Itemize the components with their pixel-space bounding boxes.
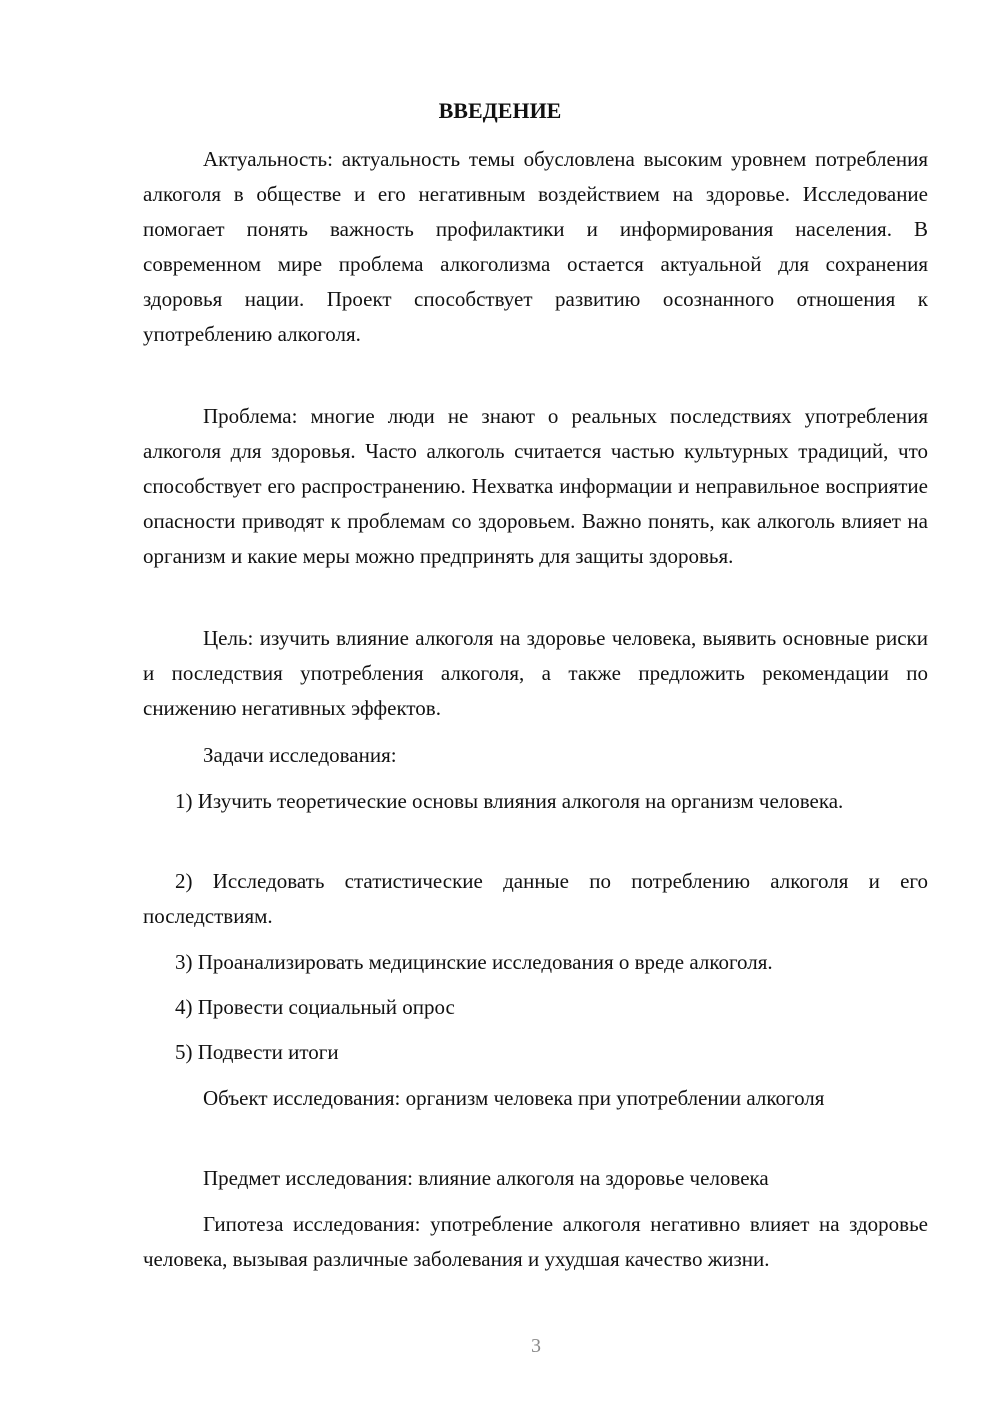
paragraph-hypothesis: Гипотеза исследования: употребление алкоголя негативно влияет на здоровье человека, вызывая различные заболевания и ухудшая качество жизни. [143,1212,928,1271]
section-heading [0,95,928,127]
task-item-2: 2) Исследовать статистические данные по потреблению алкоголя и его последствиям. [143,869,928,928]
paragraph-goal: Цель: изучить влияние алкоголя на здоровье человека, выявить основные риски и последствия употребления алкоголя, а также предложить рекомендации по снижению негативных эффектов. [143,626,928,720]
task-item-4: 4) Провести социальный опрос [175,995,455,1019]
task-item-1: 1) Изучить теоретические основы влияния алкоголя на организм человека. [175,789,844,813]
task-item-3: 3) Проанализировать медицинские исследования о вреде алкоголя. [175,950,773,974]
paragraph-object: Объект исследования: организм человека при употреблении алкоголя [203,1086,825,1110]
tasks-heading: Задачи исследования: [203,743,397,767]
paragraph-subject: Предмет исследования: влияние алкоголя на здоровье человека [203,1166,769,1190]
heading-text: ВВЕДЕНИЕ [438,98,562,123]
paragraph-relevance: Актуальность: актуальность темы обусловлена высоким уровнем потребления алкоголя в обществе и его негативным воздействием на здоровье. Исследование помогает понять важность профилактики и информирования населения. В современном мире проблема алкоголизма остается актуальной для сохранения здоровья нации. Проект способствует развитию осознанного отношения к употреблению алкоголя. [143,147,928,346]
paragraph-problem: Проблема: многие люди не знают о реальных последствиях употребления алкоголя для здоровья. Часто алкоголь считается частью культурных традиций, что способствует его распространению. Нехватка информации и неправильное восприятие опасности приводят к проблемам со здоровьем. Важно понять, как алкоголь влияет на организм и какие меры можно предпринять для защиты здоровья. [143,404,928,568]
task-item-5: 5) Подвести итоги [175,1040,339,1064]
page-number: 3 [531,1335,541,1357]
